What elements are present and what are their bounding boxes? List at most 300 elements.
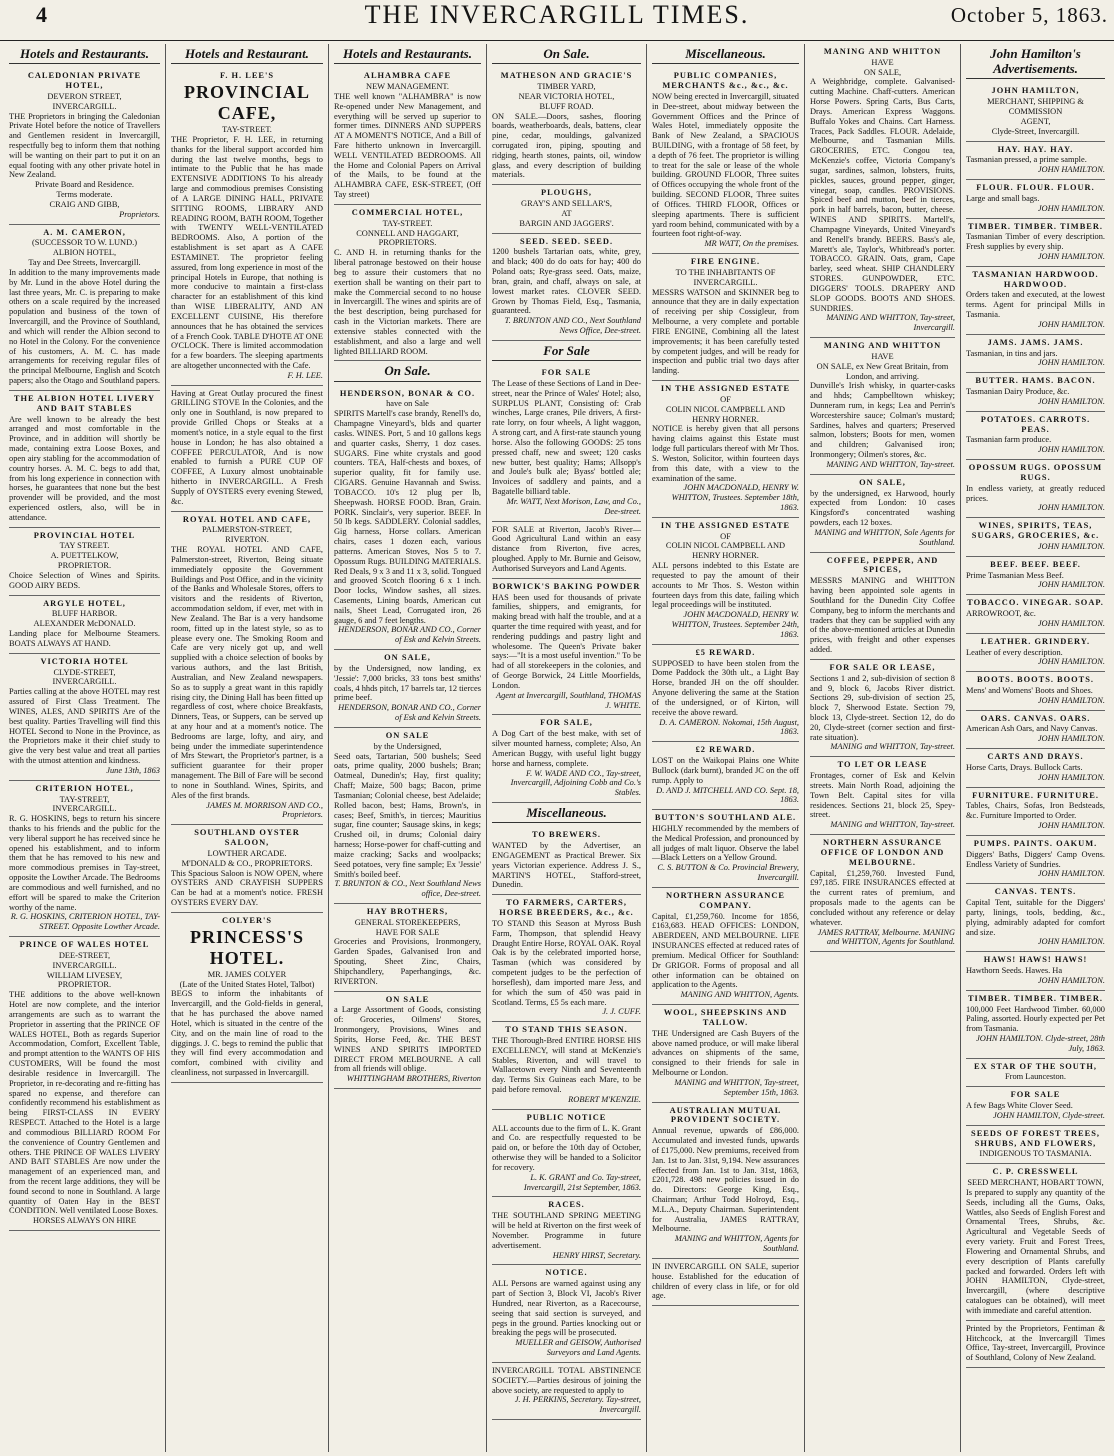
column-5 xyxy=(647,44,805,1452)
ad-heading: TO FARMERS, CARTERS, HORSE BREEDERS, &c., &c. xyxy=(499,898,634,918)
ad-line: PROPRIETOR. xyxy=(57,561,112,571)
ad-heading: FURNITURE. FURNITURE. xyxy=(972,790,1099,800)
ad-heading: COLYER'S xyxy=(221,915,273,925)
ad-heading: ROYAL HOTEL AND CAFE, xyxy=(182,514,312,524)
advertisement xyxy=(171,68,323,385)
advertisement xyxy=(966,557,1105,595)
ad-body: Diggers' Baths, Diggers' Camp Ovens. Endless Variety of Sundries. xyxy=(966,849,1105,869)
ad-line: BLUFF HARBOR. xyxy=(51,609,118,619)
ad-body: WANTED by the Advertiser, an ENGAGEMENT as Practical Brewer. Six years Victorian experience. Address J. S., MARTIN'S HOTEL, Stafford-street, Dunedin. xyxy=(492,841,641,890)
ad-line: INVERCARGILL. xyxy=(52,960,117,970)
ad-heading: WINES, SPIRITS, TEAS, SUGARS, GROCERIES, &c. xyxy=(971,521,1100,541)
ad-body: Dunville's Irish whisky, in quarter-casks and hhds; Campbelltown whiskey; Dunneram rum, in kegs; Lea and Perrin's Worcestershire sauce; Colman's mustard; Sardines, halves and quarters; Preserved salmon, lobsters; Boots for men, women and children; Galvanised iron; Ironmongery; Oilmen's stores, &c. xyxy=(810,381,955,460)
ad-signature: D. AND J. MITCHELL AND CO. Sept. 18, 1863. xyxy=(656,785,799,805)
ad-heading: SEED. SEED. SEED. xyxy=(519,236,614,246)
ad-signature: JOHN HAMILTON. xyxy=(1037,503,1105,513)
column-2 xyxy=(166,44,329,1452)
ad-line: INVERCARGILL. xyxy=(52,677,117,687)
ad-signature: JOHN HAMILTON. xyxy=(1037,203,1105,213)
advertisement xyxy=(334,68,481,205)
ad-signature: Mr. WATT, Next Morison, Law, and Co., Dee-street. xyxy=(506,496,641,516)
ad-body: THE additions to the above well-known Hotel are now complete, and the interior arrangements are such as to warrant the Proprietor in asserting that the PRINCE OF WALES HOTEL, Both as regards Superior Accommodation, Comfort, Excellent Table, and prompt attention to the WANTS OF HIS CUSTOMERS, Will be found the most desirable residence in Invercargill. The Proprietor, in re-decorating and re-fitting has spared no expense, and therefore can confidently recommend his establishment as being FIRST-CLASS IN EVERY RESPECT. Attached to the Hotel is a large and commodious BILLIARD ROOM For the convenience of Country Gentlemen and others. THE PRINCE OF WALES LIVERY AND BAIT STABLES Are now under the management of an experienced man, and from the recent large additions, they will be found second to none in Southland. A large quantity of Oaten Hay in the BEST CONDITION. Well ventilated Loose Boxes. xyxy=(9,990,160,1216)
ad-signature: JOHN HAMILTON. xyxy=(1037,657,1105,667)
ad-line: ON SALE, xyxy=(863,67,902,77)
advertisement xyxy=(334,205,481,361)
ad-heading: MATHESON AND GRACIE'S xyxy=(500,71,633,81)
advertisement xyxy=(652,518,799,645)
ad-heading: FIRE ENGINE. xyxy=(690,257,761,267)
ad-heading: HAY. HAY. HAY. xyxy=(997,144,1074,154)
ad-heading: FLOUR. FLOUR. FLOUR. xyxy=(976,183,1095,193)
advertisement xyxy=(9,596,160,654)
ad-line: PROPRIETOR. xyxy=(57,980,112,990)
advertisement xyxy=(334,728,481,904)
ad-line: INDIGENOUS TO TASMANIA. xyxy=(979,1149,1092,1159)
ad-signature: JOHN HAMILTON. Clyde-street, 28th July, 1863. xyxy=(976,1034,1105,1053)
ad-line: TAY-STREET. xyxy=(382,218,433,228)
ad-heading: NORTHERN ASSURANCE COMPANY. xyxy=(666,890,785,910)
section-heading: Miscellaneous. xyxy=(652,46,799,64)
advertisement xyxy=(966,952,1105,990)
ad-body: A Weighbridge, complete. Galvanised-cutting Machine. Chaff-cutters. American Horse Powers. Spring Carts, Bus Carts, Drays. American Express Waggons. Buffalo Yokes and Chains. Cart Harness. Traces, Pack Saddles. FLOUR. Adelaide, Melbourne, and Tasmanian Mills. GROCERIES, ETC. Congou tea, McKenzie's coffee, Victoria Company's sugar, sardines, salmon, lobsters, fruits, pickles, sauces, ground pepper, ginger, vinegar, soap, candles. PROVISIONS. Spiced beef and mutton, beef in tierces, pork in half barrels, bacon, butter, cheese. WINES AND SPIRITS. Martell's, Champagne Vineyards, United Vineyard's and Renell's brandy. BEERS. Bass's ale, Marett's ale, Taylor's, Whitbread's porter. TOBACCO. GRAIN. Oats, gram, Cape barley, seed wheat. SHIP CHANDLERY STORES. GUNPOWDER, ETC. DIGGERS' TOOLS. DRAPERY AND SLOP GOODS. BOOTS AND SHOES. SUNDRIES. xyxy=(810,77,955,313)
ad-body: A few Bags White Clover Seed. xyxy=(966,1101,1073,1111)
ad-heading: TO LET OR LEASE xyxy=(837,760,928,770)
section-heading: For Sale xyxy=(492,343,641,361)
ad-heading: WOOL, SHEEPSKINS AND TALLOW. xyxy=(663,1008,788,1027)
advertisement xyxy=(9,528,160,596)
advertisement xyxy=(492,1022,641,1110)
ad-body: Having at Great Outlay procured the finest GRILLING STOVE In the Colonies, and the only one in Southland, is now prepared to provide Grilled Chops or Steaks at a moment's notice, in a style equal to the first house in London; he has also obtained a COFFEE PERCULATOR, And is now enabled to furnish a PURE CUP OF COFFEE, A Luxury almost unobtainable hitherto in INVERCARGILL. A Fresh Supply of OYSTERS every evening Stewed, &c. xyxy=(171,388,323,506)
ad-heading: £2 REWARD. xyxy=(695,745,756,755)
ad-body: ALL persons indebted to this Estate are requested to pay the amount of their accounts to Mr Thos. S. Weston within fourteen days from this date, failing which legal proceedings will be instituted. xyxy=(652,561,799,610)
ad-body: THE SOUTHLAND SPRING MEETING will be held at Riverton on the first week of November. Programme in future advertisement. xyxy=(492,1211,641,1250)
ad-heading: C. P. CRESSWELL xyxy=(992,1167,1079,1177)
ad-body: ALL accounts due to the firm of L. K. Grant and Co. are respectfully requested to be paid on, or before the 10th day of October, otherwise they will be handed to a Solicitor for recovery. xyxy=(492,1123,641,1172)
ad-body: Hawthorn Seeds. Hawes. Ha xyxy=(966,966,1063,976)
ad-line: LOWTHER ARCADE. xyxy=(207,848,287,858)
ad-signature: JOHN MACDONALD, HENRY W. WHITTON, Trustees. September 18th, 1863. xyxy=(671,483,799,512)
ad-line: HORSES ALWAYS ON HIRE xyxy=(32,1216,137,1226)
advertisement xyxy=(492,1110,641,1198)
ad-heading: ARGYLE HOTEL, xyxy=(43,598,126,608)
ad-line: TAY-STREET, xyxy=(59,794,110,804)
advertisement xyxy=(810,660,955,757)
ad-line: NEW MANAGEMENT. xyxy=(366,82,449,92)
ad-line: ALBION HOTEL, xyxy=(52,248,117,258)
ad-line: AT xyxy=(561,208,572,218)
advertisement xyxy=(9,225,160,391)
ad-heading: ON SALE xyxy=(385,994,430,1004)
advertisement xyxy=(171,825,323,913)
ad-body: SUPPOSED to have been stolen from the Dome Paddock the 30th ult., a Light Bay Horse, branded JH on the off shoulder. Anyone delivering the same at the Station of the undersigned, or of Kirton, will receive the above reward. xyxy=(652,658,799,717)
ad-display-title: PROVINCIAL CAFE, xyxy=(183,82,310,124)
ad-signature: JOHN HAMILTON. xyxy=(1037,319,1105,329)
ad-heading: HENDERSON, BONAR & CO. xyxy=(339,388,476,398)
ad-line: TIMBER YARD, xyxy=(537,82,596,92)
ad-line: ALEXANDER McDONALD. xyxy=(33,619,136,629)
column-4 xyxy=(487,44,647,1452)
advertisement xyxy=(492,1363,641,1420)
section-heading: Miscellaneous. xyxy=(492,805,641,823)
ad-body: ARROWROOT, &c. xyxy=(966,609,1036,619)
ad-heading: ALHAMBRA CAFE xyxy=(363,71,452,81)
ad-signature: JOHN HAMILTON. xyxy=(1037,541,1105,551)
ad-body: THE Proprietors in bringing the Caledonian Private Hotel before the notice of Travellers and Gentlemen resident in Invercargill, respectfully beg to inform them that nothing will be wanting on their part to put it on an equal footing with any other private hotel in New Zealand. xyxy=(9,111,160,180)
ad-heading: VICTORIA HOTEL xyxy=(40,656,129,666)
advertisement xyxy=(966,1126,1105,1164)
ad-body: ON SALE.—Doors, sashes, flooring boards, weatherboards, deals, battens, clear pine, cedar, mouldings, galvanized corrugated iron, piping, spouting and ridging, hearth stones, paints, oil, window glass, and every description of building materials. xyxy=(492,111,641,180)
ad-heading: AUSTRALIAN MUTUAL PROVIDENT SOCIETY. xyxy=(669,1105,782,1125)
ad-heading: CALEDONIAN PRIVATE HOTEL, xyxy=(27,71,142,91)
advertisement xyxy=(966,884,1105,952)
ad-signature: JOHN HAMILTON. xyxy=(1037,252,1105,261)
column-1 xyxy=(4,44,166,1452)
ad-line: HENRY HORNER. xyxy=(692,414,759,424)
ad-line: DEE-STREET, xyxy=(58,950,111,960)
ad-line: GRAY'S AND SELLAR'S, xyxy=(521,199,612,209)
ad-line: From Launceston. xyxy=(1005,1072,1066,1082)
ad-body: THE ROYAL HOTEL AND CAFE, Palmerston-street, Riverton, Being situate immediately opposite the Government Buildings and Post Office, and in the vicinity of the Banks and Wholesale Stores, offers to visitors and the residents of Riverton, accommodation seldom, if ever, met with in New Zealand. The Bar is a very handsome room, fitted up in the latest style, so as to please every one. The Smoking Room and Cafe are very nicely got up, and well supplied with a choice selection of books by various authors, and the last British, Australian, and New Zealand newspapers. So as to supply a great want in this rapidly rising city, the Dining Hall has been fitted up regardless of cost, where choice Breakfasts, Dinners, Teas, or Suppers, can be served up at any hour and at a moment's notice. The Bedrooms are large, lofty, and airy, and being under the immediate superintendence of Mrs Stewart, the Proprietor's partner, is a sufficient guarantee for their proper management. The Bill of Fare will be second to none in Southland. Wines, Spirits, and Ales of the first brands. xyxy=(171,545,323,800)
ad-signature: HENRY HIRST, Secretary. xyxy=(552,1250,641,1260)
advertisement xyxy=(9,654,160,781)
ad-heading: TIMBER. TIMBER. TIMBER. xyxy=(967,993,1104,1003)
advertisement xyxy=(652,1259,799,1306)
section-heading: On Sale. xyxy=(492,46,641,64)
ad-heading: TOBACCO. VINEGAR. SOAP. xyxy=(967,598,1104,608)
ad-signature: JOHN HAMILTON. xyxy=(1037,165,1105,175)
advertisement xyxy=(966,1321,1105,1368)
section-heading: Hotels and Restaurant. xyxy=(171,46,323,64)
ad-body: Mens' and Womens' Boots and Shoes. xyxy=(966,685,1093,695)
advertisement xyxy=(652,68,799,254)
ad-signature: Proprietors. xyxy=(119,209,160,219)
ad-line: Clyde-Street, Invercargill. xyxy=(991,126,1080,136)
ad-body: Parties calling at the above HOTEL may rest assured of First Class Treatment. The WINES, ALES, AND SPIRITS Are of the best quality. Parties Travelling will find this HOTEL Second to None in the Province, as the Proprietors make it their chief study to give the very best value and treat all parties with the utmost attention and kindness. xyxy=(9,687,160,766)
ad-heading: POTATOES. CARROTS. PEAS. xyxy=(980,414,1091,434)
ad-body: by the undersigned, ex Harwood, hourly expected from London: 10 cases Kingsford's concentrated washing powders, each 12 boxes. xyxy=(810,488,955,528)
ad-line: Terms moderate. xyxy=(56,190,113,200)
ad-heading: NOTICE. xyxy=(545,1268,588,1278)
ad-heading: BORWICK'S BAKING POWDER xyxy=(492,581,641,591)
ad-signature: JOHN HAMILTON. xyxy=(1037,975,1105,985)
ad-signature: JOHN HAMILTON. xyxy=(1037,937,1105,947)
advertisement xyxy=(652,742,799,810)
ad-heading: A. M. CAMERON, xyxy=(43,227,126,237)
ad-heading: MANING AND WHITTON xyxy=(823,341,942,351)
ad-line: OF xyxy=(720,394,731,404)
advertisement xyxy=(492,234,641,341)
advertisement xyxy=(334,992,481,1089)
advertisement xyxy=(966,335,1105,373)
ad-signature: HENDERSON, BONAR AND CO., Corner of Esk and Kelvin Streets. xyxy=(338,625,481,645)
ad-line: TAY STREET. xyxy=(59,541,110,551)
advertisement xyxy=(652,381,799,518)
ad-signature: JAMES RATTRAY, Melbourne. MANING and WHITTON, Agents for Southland. xyxy=(817,927,955,947)
ad-heading: PROVINCIAL HOTEL xyxy=(33,530,136,540)
advertisement xyxy=(171,913,323,1083)
ad-line: A. PUETTELKOW, xyxy=(50,551,119,561)
advertisement xyxy=(652,1103,799,1259)
section-heading: Hotels and Restaurants. xyxy=(9,46,160,64)
ad-body: NOW being erected in Invercargill, situated in Dee-street, about midway between the Government Offices and the Prince of Wales Hotel, immediately opposite the Bank of New Zealand, a SPACIOUS BUILDING, with a frontage of 58 feet, by a depth of 76 feet. The proprietor is willing to treat for the sale or lease of the whole building. GROUND FLOOR, Three suites of Offices occupying the whole front of the building. SECOND FLOOR, Three suites of Offices. THIRD FLOOR, Offices or sleeping apartments. There is sufficient yard room behind, communicated with by a fourteen foot right-of-way. xyxy=(652,91,799,239)
newspaper-title: THE INVERCARGILL TIMES. xyxy=(364,0,750,29)
ad-body: THE Proprietor, F. H. LEE, in returning thanks for the liberal support accorded him during the last twelve months, begs to intimate to the Public that he has made EXTENSIVE ADDITIONS To his already large and commodious premises Consisting of A LARGE DINING HALL, PRIVATE SITTING ROOMS, LIBRARY AND READING ROOM, BATH ROOM, Together with TWENTY WELL-VENTILATED BEDROOMS. Also, A portion of the establishment is set apart as A CAFE ESTAMINET. The proprietor feeling assured, from long experience in most of the principal Hotels in Europe, that nothing is more conducive to maintain a first-class character for an establishment of this kind than WISE LIBERALITY, AND AN EXCELLENT CUISINE, His therefore announces that he has obtained the services of a French Cook. TABLE D'HOTE AT ONE O'CLOCK. There is limited accommodation for a few boarders. The sleeping apartments are altogether unconnected with the Cafe. xyxy=(171,134,323,370)
ad-body: Capital, £1,259,760. Income for 1856, £163,683. HEAD OFFICES: LONDON, ABERDEEN, AND MELBOURNE. LIFE INSURANCES effected at reduced rates of premium. Medical Officer for Southland: Dr GRIGOR. Forms of proposal and all other information can be obtained on application to the Agents. xyxy=(652,911,799,990)
ad-line: NEAR VICTORIA HOTEL, xyxy=(518,91,615,101)
ad-heading: FOR SALE xyxy=(541,368,592,378)
ad-signature: Agent at Invercargill, Southland, THOMAS J. WHITE. xyxy=(496,690,641,710)
ad-body: Tasmanian, in tins and jars. xyxy=(966,348,1058,358)
ad-line: COLIN NICOL CAMPBELL AND xyxy=(665,541,786,551)
ad-signature: JOHN HAMILTON. xyxy=(1037,580,1105,590)
ad-heading: FOR SALE, xyxy=(540,718,593,728)
column-container xyxy=(4,44,1110,1452)
ad-heading: EX STAR OF THE SOUTH, xyxy=(974,1061,1097,1071)
ad-line: HAVE FOR SALE xyxy=(375,927,440,937)
ad-body: Capital, £1,259,760. Invested Fund, £97,185. FIRE INSURANCES effected at the current rates of premium, and proposals made to the agents can be concluded without any reference or delay whatever. xyxy=(810,868,955,927)
ad-body: Seed oats, Tartarian, 500 bushels; Seed oats, prime quality, 2000 bushels; Bran; Oatmeal, Dunedin's; Hay, first quality; Chaff; Maize, 500 bags; Bacon, prime Tasmanian; Colonial cheese, best Adelaide; Rolled bacon, best; Hams, Brown's, in cases; Beef, Smith's, in tierces; Mauritius sugar, fine counter; Sausage skins, in kegs; Crushed oil, in drums; Colonial dairy harness; Horse-power for chaff-cutting and maize cracking; Sacks and woolpacks; Seed potatoes, very fine sample; Ex 'Jessie' Smith's boiled beef. xyxy=(334,751,481,879)
ad-signature: MANING and WHITTON, Tay-street, September 15th, 1863. xyxy=(674,1077,799,1097)
advertisement xyxy=(966,460,1105,518)
ad-line: ON SALE, ex New Great Britain, from London, and arriving. xyxy=(816,361,949,381)
ad-body: 1200 bushels Tartarian oats, white, grey, and black; 400 do do oats for hay; 400 do Poland oats; Rye-grass seed. Oats, maize, bran, grain, and chaff, always on sale, at lowest market rates. CLOVER SEED. Grown by Thomas Field, Esq., Tasmania, guaranteed. xyxy=(492,247,641,316)
ad-heading: COFFEE, PEPPER, AND SPICES, xyxy=(826,555,939,575)
ad-signature: JOHN HAMILTON. xyxy=(1037,396,1105,406)
ad-line: BARGIN AND JAGGERS'. xyxy=(519,218,614,228)
ad-body: C. AND H. in returning thanks for the liberal patronage bestowed on their house beg to assure their customers that no exertion shall be wanting on their part to make the Commercial second to no house in Invercargill. The wines and spirits are of the best description, being purchased for cash in the Victorian markets. There are extensive stables connected with the establishment, and also a large and well lighted BILLIARD ROOM. xyxy=(334,248,481,356)
ad-line: OF xyxy=(720,531,731,541)
ad-heading: MANING AND WHITTON xyxy=(823,47,942,56)
advertisement xyxy=(334,904,481,992)
ad-signature: JOHN HAMILTON. xyxy=(1037,821,1105,831)
advertisement xyxy=(966,373,1105,411)
ad-body: In endless variety, at greatly reduced prices. xyxy=(966,483,1105,503)
ad-heading: FOR SALE OR LEASE, xyxy=(829,662,936,672)
ad-body: MESSRS WATSON and SKINNER beg to announce that they are in daily expectation of receiving per ship Cossigleur, from Melbourne, a very complete and portable FIRE ENGINE, Combining all the latest improvements; it has been carefully tested by competent judges, and will be ready for inspection and public trial two days after landing. xyxy=(652,287,799,376)
advertisement xyxy=(492,827,641,895)
ad-signature: F. W. WADE AND CO., Tay-street, Invercargill, Adjoining Cobb and Co.'s Stables. xyxy=(510,768,641,798)
advertisement xyxy=(334,650,481,728)
ad-heading: SEEDS OF FOREST TREES, SHRUBS, AND FLOWERS, xyxy=(971,1128,1100,1148)
ad-heading: PUBLIC NOTICE xyxy=(526,1112,607,1122)
advertisement xyxy=(966,788,1105,836)
advertisement xyxy=(492,715,641,803)
ad-heading: OARS. CANVAS. OARS. xyxy=(980,713,1091,723)
ad-signature: MANING and WHITTON, Tay-street. xyxy=(830,820,955,830)
ad-heading: F. H. LEE'S xyxy=(220,71,274,81)
advertisement xyxy=(652,254,799,381)
advertisement xyxy=(810,835,955,952)
ad-signature: T. BRUNTON AND CO., Next Southland News Office, Dee-street. xyxy=(504,316,641,336)
ad-body: American Ash Oars, and Navy Canvas. xyxy=(966,724,1098,734)
ad-line: PALMERSTON-STREET, xyxy=(202,525,292,535)
ad-body: ALL Persons are warned against using any part of Section 3, Block VI, Jacob's River Hundred, near Riverton, as a Racecourse, seeing that said section is surveyed, and pegs in the ground. Parties knocking out or breaking the pegs will be prosecuted. xyxy=(492,1279,641,1338)
ad-body: Choice Selection of Wines and Spirits. GOOD AIRY BEDS. xyxy=(9,570,160,590)
ad-signature: JOHN HAMILTON. xyxy=(1037,445,1105,455)
advertisement xyxy=(492,365,641,521)
ad-heading: IN THE ASSIGNED ESTATE xyxy=(660,520,791,530)
ad-heading: PLOUGHS, xyxy=(540,188,593,198)
ad-body: MESSRS MANING and WHITTON having been appointed sole agents in Southland for the Dunedin City Coffee Company, beg to inform the merchants and traders that they can be supplied with any of the above-mentioned articles at Dunedin prices, with freight and other expenses added. xyxy=(810,576,955,655)
ad-signature: HENDERSON, BONAR AND CO., Corner of Esk and Kelvin Streets. xyxy=(338,703,481,723)
ad-body: BEGS to inform the inhabitants of Invercargill, and the Gold-fields in general, that he has purchased the above named Hotel, which is situated in the centre of the City, and on the main line of road to the diggings. J. C. begs to remind the public that they will find every accommodation and comfort, combined with civility and cleanliness, not surpassed in Invercargill. xyxy=(171,989,323,1078)
ad-body: THE Thorough-Bred ENTIRE HORSE HIS EXCELLENCY, will stand at McKenzie's Stables, Riverton, and will travel to Wallacetown every Ninth and Seventeenth day. Terms Six Guineas each Mare, to be paid before removal. xyxy=(492,1036,641,1095)
ad-signature: MANING AND WHITTON, Tay-street, Invercargill. xyxy=(826,313,955,333)
ad-body: This Spacious Saloon is NOW OPEN, where OYSTERS AND CRAYFISH SUPPERS Can be had at a moment's notice. FRESH OYSTERS EVERY DAY. xyxy=(171,868,323,908)
ad-heading: HAWS! HAWS! HAWS! xyxy=(983,955,1088,965)
ad-body: Large and small bags. xyxy=(966,193,1040,203)
ad-heading: BUTTER. HAMS. BACON. xyxy=(975,376,1096,386)
advertisement xyxy=(652,1005,799,1102)
ad-body: Prime Tasmanian Mess Beef. xyxy=(966,570,1064,580)
ad-body: NOTICE is hereby given that all persons having claims against this Estate must lodge full particulars thereof with Mr Thos. S. Weston, Solicitor, within fourteen days from this date, with a view to the examination of the same. xyxy=(652,424,799,483)
ad-signature: J. H. PERKINS, Secretary. Tay-street, Invercargill. xyxy=(514,1395,641,1415)
ad-body: Frontages, corner of Esk and Kelvin streets. Main North Road, adjoining the Town Belt. Capital sites for villa residences. Sections 21, block 25, Spey-street. xyxy=(810,771,955,820)
ad-line: RIVERTON. xyxy=(225,535,269,545)
ad-body: Annual revenue, upwards of £86,000. Accumulated and invested funds, upwards of £175,000. New premiums, received from Jan. 1st to Jan. 31st, 9,194. New assurances effected from Jan. 1st to Jan. 31st, 1863, £201,728. 498 new policies issued in do do. Directors: George King, Esq., Chairman; Arthur Todd Holroyd, Esq., M.L.A., Deputy Chairman. Superintendent for Australia, JAMES RATTRAY, Melbourne. xyxy=(652,1126,799,1234)
ad-body: a Large Assortment of Goods, consisting of: Groceries, Oilmens' Stores, Ironmongery, Provisions, Wines and Spirits, Horse Feed, &c. THE BEST WINES AND SPIRITS IMPORTED DIRECT FROM MELBOURNE. A call from all friends will oblige. xyxy=(334,1005,481,1074)
ad-body: Tasmanian pressed, a prime sample. xyxy=(966,155,1087,165)
ad-body: Printed by the Proprietors, Fentiman & Hitchcock, at the Invercargill Times Office, Tay-street, Invercargill, Province of Southland, Colony of New Zealand. xyxy=(966,1323,1105,1363)
advertisement xyxy=(966,1059,1105,1088)
ad-heading: SOUTHLAND OYSTER SALOON, xyxy=(194,828,300,848)
ad-signature: R. G. HOSKINS, CRITERION HOTEL, TAY-STREET. Opposite Lowther Arcade. xyxy=(10,912,160,932)
ad-body: Orders taken and executed, at the lowest terms. Agent for principal Mills in Tasmania. xyxy=(966,290,1105,320)
advertisement xyxy=(9,391,160,528)
ad-body: FOR SALE at Riverton, Jacob's River—Good Agricultural Land within an easy distance from Riverton, five acres, ploughed. Apply to Mr. Burnie and Geisow, Authorised Surveyors and Land Agents. xyxy=(492,524,641,573)
ad-body: Are well known to be already the best arranged and most comfortable in the Province, and in addition will shortly be made, containing extra Loose Boxes, and open airy stabling for the accommodation of country horses. A. M. C. begs to add that, from his long experience in connection with horses, he guarantees that none but the best provender will be provided, and the most experienced ostlers, also, will be in attendance. xyxy=(9,414,160,522)
ad-signature: WHITTINGHAM BROTHERS, Riverton xyxy=(346,1074,481,1084)
ad-body: Sections 1 and 2, sub-division of section 8 and 9, block 6, Jacobs River district. Sections 29, sub-division of section 25, block 7, Sherwood Estate. Section 79, block 13, Clyde-street. Section 12, do do 20, Clyde-street (corner section and first-rate situation). xyxy=(810,673,955,742)
advertisement xyxy=(966,219,1105,267)
ad-body: HAS been used for thousands of private families, shippers, and emigrants, for making bread with half the trouble, and at a quarter the time required with yeast, and for rendering puddings and pastry light and wholesome. The Queen's Private baker says:—"It is a most useful invention." To be had of all storekeepers in the colonies, and of George Borwick, 24 Little Moorfields, London. xyxy=(492,592,641,690)
section-heading: John Hamilton's Advertisements. xyxy=(966,46,1105,79)
ad-heading: COMMERCIAL HOTEL, xyxy=(351,207,464,217)
advertisement xyxy=(492,68,641,185)
advertisement xyxy=(810,553,955,660)
ad-line: Private Board and Residence. xyxy=(34,180,135,190)
advertisement xyxy=(652,810,799,888)
ad-line: have on Sale xyxy=(386,399,429,409)
ad-body: 100,000 Feet Hardwood Timber. 60,000 Paling, assorted. Hourly expected per Pet from Tasmania. xyxy=(966,1004,1105,1034)
advertisement xyxy=(966,595,1105,633)
advertisement xyxy=(966,836,1105,884)
ad-body: INVERCARGILL TOTAL ABSTINENCE SOCIETY.—Parties desirous of joining the above society, are requested to apply to xyxy=(492,1365,641,1395)
advertisement xyxy=(966,412,1105,460)
advertisement xyxy=(171,512,323,826)
ad-line: PROPRIETORS. xyxy=(378,238,437,248)
ad-line: INVERCARGILL. xyxy=(52,101,117,111)
ad-signature: JOHN HAMILTON. xyxy=(1037,695,1105,705)
column-7 xyxy=(961,44,1110,1452)
ad-line: BLUFF ROAD. xyxy=(539,101,594,111)
ad-line: (SUCCESSOR TO W. LUND.) xyxy=(31,238,138,248)
ad-line: MR. JAMES COLYER xyxy=(207,969,287,979)
ad-signature: J. J. CUFF. xyxy=(602,1007,641,1017)
ad-heading: BEEF. BEEF. BEEF. xyxy=(990,559,1081,569)
ad-line: (Late of the United States Hotel, Talbot) xyxy=(179,979,315,989)
advertisement xyxy=(9,937,160,1231)
ad-display-title: PRINCESS'S HOTEL. xyxy=(189,926,305,968)
ad-signature: ROBERT M'KENZIE. xyxy=(568,1094,641,1104)
ad-heading: JOHN HAMILTON, xyxy=(991,86,1080,96)
ad-heading: OPOSSUM RUGS. OPOSSUM RUGS. xyxy=(968,463,1103,482)
ad-line: M'DONALD & CO., PROPRIETORS. xyxy=(181,858,313,868)
ad-heading: RACES. xyxy=(548,1200,585,1210)
ad-heading: THE ALBION HOTEL LIVERY AND BAIT STABLES xyxy=(13,393,156,413)
ad-heading: ON SALE, xyxy=(859,477,906,487)
advertisement xyxy=(9,68,160,224)
ad-heading: IN THE ASSIGNED ESTATE xyxy=(660,384,791,394)
ad-signature: T. BRUNTON & CO., Next Southland News office, Dee-street. xyxy=(334,879,481,899)
ad-signature: MANING AND WHITTON, Agents. xyxy=(680,990,799,1000)
advertisement xyxy=(966,991,1105,1059)
ad-signature: JOHN HAMILTON. xyxy=(1037,618,1105,628)
page-number: 4 xyxy=(36,2,47,27)
ad-heading: LEATHER. GRINDERY. xyxy=(980,636,1091,646)
ad-heading: PUMPS. PAINTS. OAKUM. xyxy=(973,838,1098,848)
advertisement xyxy=(810,44,955,338)
ad-heading: TASMANIAN HARDWOOD. HARDWOOD. xyxy=(972,269,1099,289)
ad-heading: BOOTS. BOOTS. BOOTS. xyxy=(976,675,1095,685)
advertisement xyxy=(966,142,1105,180)
advertisement xyxy=(652,645,799,742)
ad-heading: PUBLIC COMPANIES, MERCHANTS &c., &c., &c. xyxy=(662,71,789,91)
ad-body: Groceries and Provisions, Ironmongery, Garden Spades, Galvanised Iron and Spouting, Sheet Zinc, Chairs, Shipchandlery, Paperhangings, &c. RIVERTON. xyxy=(334,937,481,986)
ad-heading: BUTTON'S SOUTHLAND ALE. xyxy=(654,813,797,823)
advertisement xyxy=(810,338,955,475)
ad-heading: HAY BROTHERS, xyxy=(366,907,449,916)
ad-signature: JOHN HAMILTON. xyxy=(1037,358,1105,368)
ad-body: LOST on the Waikopai Plains one White Bullock (dark burnt), branded JC on the off rump. Apply to xyxy=(652,756,799,785)
ad-body: THE well known "ALHAMBRA" is now Re-opened under New Management, and everything will be served up superior to former times. DINNERS AND SUPPERS AT A MOMENT'S NOTICE, And a Bill of Fare hitherto unknown in Invercargill. WELL VENTILATED BEDROOMS. All the Home and Colonial Papers on Arrival of the Mails, to be found at the ALHAMBRA CAFE, ESK-STREET, (Off Tay street) xyxy=(334,91,481,200)
ad-line: Tay and Dee Streets, Invercargill. xyxy=(28,258,141,268)
ad-body: Tasmanian Dairy Produce, &c. xyxy=(966,387,1070,397)
advertisement xyxy=(966,711,1105,749)
advertisement xyxy=(492,895,641,1022)
ad-signature: MANING and WHITTON, Tay-street. xyxy=(830,742,955,752)
advertisement xyxy=(966,1087,1105,1125)
ad-line: CONNELL AND HAGGART, xyxy=(356,228,459,238)
ad-body: The Lease of these Sections of Land in Dee-street, near the Prince of Wales' Hotel; also, SURPLUS PLANT, Consisting of: Crab winches, Large cranes, Pile drivers, A first-rate lorry, on four wheels, A light waggon, A strong cart, and A first-rate staunch young horse. Also the following GOODS: 25 tons pressed chaff, new and sweet; 120 casks new butter, best quality; Hams; Allsopp's and Joule's bulk ale; Byass' bottled ale; Invoices of saddlery and paints, and a Bagatelle billiard table. xyxy=(492,378,641,497)
ad-heading: ON SALE xyxy=(385,730,430,740)
advertisement xyxy=(334,386,481,651)
ad-line: by the Undersigned, xyxy=(373,741,442,751)
ad-signature: F. H. LEE. xyxy=(287,370,323,380)
ad-heading: JAMS. JAMS. JAMS. xyxy=(987,337,1084,347)
ad-signature: MUELLER and GEISOW, Authorised Surveyors and Land Agents. xyxy=(515,1338,641,1358)
ad-heading: TIMBER. TIMBER. TIMBER. xyxy=(967,221,1104,231)
ad-body: Landing place for Melbourne Steamers. BOATS ALWAYS AT HAND. xyxy=(9,629,160,648)
ad-signature: MANING and WHITTON, Sole Agents for Southland. xyxy=(814,527,955,547)
ad-line: HAVE xyxy=(871,57,894,67)
ad-heading: CANVAS. TENTS. xyxy=(994,887,1077,897)
ad-body: R. G. HOSKINS, begs to return his sincere thanks to his friends and the public for the very liberal support he has received since he opened his establishment, and to inform them that he has removed to his new and more commodious premises in Tay-street, opposite the Lowther Arcade. The Bedrooms are commodious and well furnished, and no effort will be spared to make the Criterion worthy of the name. xyxy=(9,814,160,912)
ad-heading: ON SALE, xyxy=(384,653,431,663)
ad-line: TAY-STREET. xyxy=(222,125,272,135)
masthead xyxy=(0,0,1114,41)
advertisement xyxy=(966,672,1105,710)
advertisement xyxy=(171,386,323,512)
advertisement xyxy=(966,1164,1105,1320)
ad-heading: £5 REWARD. xyxy=(695,647,756,657)
ad-body: A Dog Cart of the best make, with set of silver mounted harness, complete; Also, An American Buggy, with useful light buggy horse and harness, complete. xyxy=(492,729,641,768)
ad-body: HIGHLY recommended by the members of the Medical Profession, and pronounced by all judges of malt liquor. Observe the label—Black Letters on a Yellow Ground. xyxy=(652,824,799,863)
advertisement xyxy=(492,1197,641,1265)
advertisement xyxy=(966,518,1105,556)
ad-line: DEVERON STREET, xyxy=(47,91,122,101)
ad-body: In addition to the many improvements made by Mr. Lund in the above Hotel during the last three years, Mr. C. is preparing to make others on a scale required by the increased population and business of the town of Invercargill, and the Province of Southland, and which will render the Albion second to no Hotel in the Colony. For the convenience of his customers, A. M. C. has made arrangements for receiving regular files of the principal Melbourne, English and Scotch papers; also the Otago and Southland papers. xyxy=(9,267,160,386)
